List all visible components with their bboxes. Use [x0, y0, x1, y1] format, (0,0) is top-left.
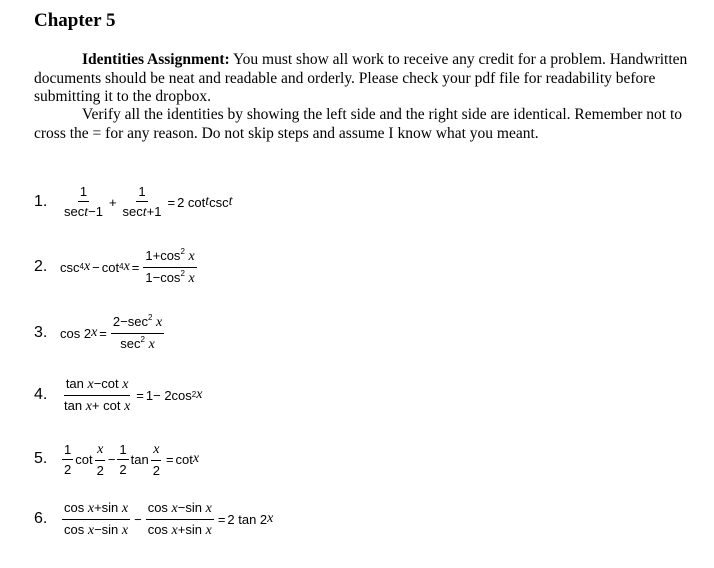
problem-expression: csc 4 x − cot 4 x = $\frac{1+\cos^2 x}{1-\cos^2 x}$ — [60, 246, 195, 286]
problem-number: 5. — [34, 450, 48, 467]
intro-body: You must show all work to receive any credit for a problem. Handwritten documents should be neat and readable and orderly. Please check your pdf file for readability before submitting it to the dropbox. — [34, 51, 688, 105]
assignment-intro — [34, 51, 694, 107]
problem-number: 3. — [34, 324, 48, 341]
problem-1 — [34, 178, 233, 226]
problem-4 — [34, 371, 202, 419]
problem-number: 1. — [34, 193, 48, 210]
problem-6 — [34, 495, 273, 543]
instructions — [34, 106, 694, 143]
problem-expression: $\frac{1}{2}$ cot $\frac{x}{2}$ − $\frac{1}{2}$ tan $\frac{x}{2}$ = cot x — [64, 441, 200, 478]
problem-expression: $\frac{1}{\sec t-1}$ + $\frac{1}{\sec t+1}$ = 2 cot t csc t — [64, 183, 233, 220]
problem-3 — [34, 309, 166, 357]
problem-expression: $\frac{\text{cos x+sin x}}{\text{cos x−sin x}}$ − $\frac{\text{cos x−sin x}}{\text{cos x+sin x}}$ = 2 tan 2 x — [64, 499, 274, 538]
problem-expression: $\frac{\text{tan x−cot x}}{\text{tan x+ cot x}}$ = 1− 2cos 2 x — [64, 375, 203, 414]
problem-number: 6. — [34, 510, 48, 527]
instructions-text: Verify all the identities by showing the left side and the right side are identical. Remember not to cross the = for any reason. Do not skip steps and assume I know what you meant. — [34, 106, 683, 142]
intro-heading: Identities Assignment: — [82, 51, 230, 68]
problem-5 — [34, 435, 199, 483]
problem-number: 2. — [34, 258, 48, 275]
problem-2 — [34, 243, 199, 291]
chapter-title: Chapter 5 — [34, 10, 116, 31]
problem-expression: cos 2 x = $\frac{2-\sec^2 x}{\sec^2 x}$ — [60, 312, 163, 352]
problem-number: 4. — [34, 386, 48, 403]
